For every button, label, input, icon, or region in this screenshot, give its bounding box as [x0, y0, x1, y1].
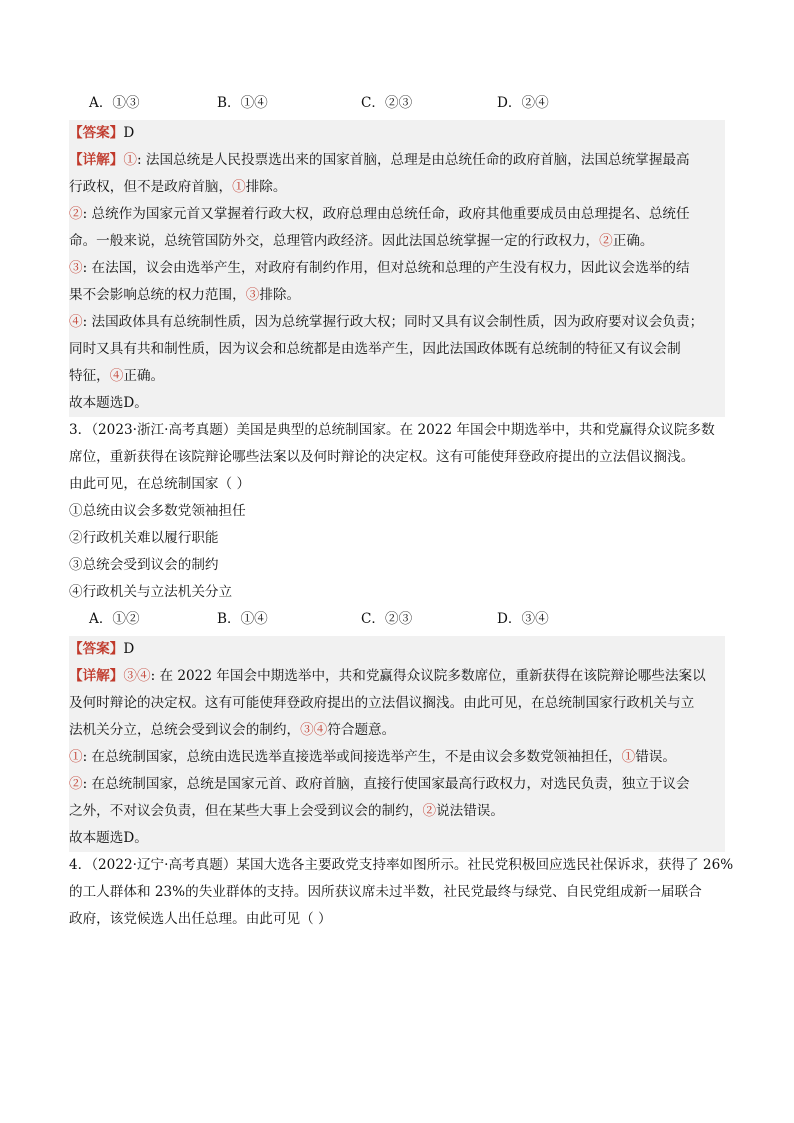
q3-detail-1-line-3	[69, 717, 725, 744]
q3-conclusion: 故本题选D。	[69, 830, 148, 846]
q2-conclusion: 故本题选D。	[69, 395, 148, 411]
q2-detail-1-line-2	[69, 174, 725, 201]
q3-item-2: ②行政机关难以履行职能	[69, 530, 219, 546]
detail-text: 正确。	[123, 368, 165, 384]
q2-answer-block	[69, 120, 725, 417]
answer-tag: 【答案】	[69, 641, 124, 657]
q3-option-b: B．①④	[217, 611, 268, 627]
circled-marker: ②	[422, 803, 437, 819]
q4-stem-line-1: 4．（2022·辽宁·高考真题）某国大选各主要政党支持率如图所示。社民党积极回应选民社保诉求，获得了 26%	[69, 857, 734, 873]
q2-detail-2-line-1	[69, 201, 725, 228]
circled-marker: ①	[69, 749, 83, 765]
circled-marker: ③④	[123, 668, 151, 684]
detail-text: : 在总统制国家，总统是国家元首、政府首脑，直接行使国家最高行政权力，对选民负责，独立于议会	[82, 776, 690, 792]
detail-text: : 总统作为国家元首又掌握着行政大权，政府总理由总统任命，政府其他重要成员由总理提名、总统任	[82, 206, 690, 222]
q3-stem-line-2: 席位，重新获得在该院辩论哪些法案以及何时辩论的决定权。这有可能使拜登政府提出的立法倡议搁浅。	[69, 449, 695, 465]
detail-text: 错误。	[635, 749, 677, 765]
q3-item-1: ①总统由议会多数党领袖担任	[69, 503, 246, 519]
answer-tag: 【答案】	[69, 125, 124, 141]
detail-tag: 【详解】	[69, 152, 124, 168]
detail-text: : 在法国，议会由选举产生，对政府有制约作用，但对总统和总理的产生没有权力，因此议会选举的结	[82, 260, 690, 276]
q3-answer-block	[69, 636, 725, 852]
q3-detail-3-line-1	[69, 771, 725, 798]
detail-text: 命。一般来说，总统管国防外交，总理管内政经济。因此法国总统掌握一定的行政权力，	[69, 233, 600, 249]
detail-text: 正确。	[612, 233, 654, 249]
detail-text: : 法国政体具有总统制性质，因为总统掌握行政大权；同时又具有议会制性质，因为政府要对议会负责；	[82, 314, 704, 330]
q3-detail-2-line-1	[69, 744, 725, 771]
answer-value: D	[123, 125, 135, 141]
detail-text: 法机关分立，总统会受到议会的制约，	[69, 722, 301, 738]
q2-option-b: B．①④	[217, 95, 268, 111]
detail-text: 行政权，但不是政府首脑，	[69, 179, 233, 195]
q3-detail-3-line-2	[69, 798, 725, 825]
detail-text: 符合题意。	[327, 722, 396, 738]
q2-detail-1-line-1	[69, 147, 725, 174]
circled-marker: ②	[69, 206, 83, 222]
answer-value: D	[123, 641, 135, 657]
q2-answer	[69, 120, 725, 147]
q3-option-d: D．③④	[497, 611, 549, 627]
circled-marker: ④	[109, 368, 124, 384]
document-content	[69, 90, 734, 933]
detail-text: : 在总统制国家，总统由选民选举直接选举或间接选举产生，不是由议会多数党领袖担任，	[82, 749, 622, 765]
q2-detail-3-line-2	[69, 282, 725, 309]
circled-marker: ③④	[300, 722, 328, 738]
q3-detail-1-line-1	[69, 663, 725, 690]
q3-item-4: ④行政机关与立法机关分立	[69, 584, 233, 600]
detail-tag: 【详解】	[69, 668, 124, 684]
circled-marker: ②	[599, 233, 613, 249]
detail-text: 之外，不对议会负责，但在某些大事上会受到议会的制约，	[69, 803, 423, 819]
q3-stem-line-1: 3．（2023·浙江·高考真题）美国是典型的总统制国家。在 2022 年国会中期选举中，共和党赢得众议院多数	[69, 422, 715, 438]
circled-marker: ③	[245, 287, 260, 303]
q3-option-c: C．②③	[361, 611, 413, 627]
q2-option-a: A．①③	[89, 95, 140, 111]
q3-stem-line-3: 由此可见，在总统制国家（ ）	[69, 476, 251, 492]
detail-text: 特征，	[69, 368, 110, 384]
detail-text: : 法国总统是人民投票选出来的国家首脑，总理是由总统任命的政府首脑，法国总统掌握最高	[136, 152, 690, 168]
q2-option-c: C．②③	[361, 95, 413, 111]
q3-item-3: ③总统会受到议会的制约	[69, 557, 219, 573]
detail-text: 说法错误。	[436, 803, 504, 819]
q3-detail-1-line-2: 及何时辩论的决定权。这有可能使拜登政府提出的立法倡议搁浅。由此可见，在总统制国家行政机关与立	[69, 695, 695, 711]
q2-detail-4-line-2	[69, 336, 725, 363]
circled-marker: ④	[69, 314, 83, 330]
q4-stem-line-2: 的工人群体和 23%的失业群体的支持。因所获议席未过半数，社民党最终与绿党、自民党组成新一届联合	[69, 884, 702, 900]
circled-marker: ①	[621, 749, 636, 765]
detail-text: : 在 2022 年国会中期选举中，共和党赢得众议院多数席位，重新获得在该院辩论哪些法案以	[150, 668, 706, 684]
q2-detail-4-line-1	[69, 309, 725, 336]
detail-text: 排除。	[259, 287, 301, 303]
circled-marker: ③	[69, 260, 83, 276]
detail-text: 果不会影响总统的权力范围，	[69, 287, 246, 303]
circled-marker: ①	[123, 152, 137, 168]
q3-options	[69, 606, 725, 633]
circled-marker: ①	[232, 179, 246, 195]
detail-text: 同时又具有共和制性质，因为议会和总统都是由选举产生，因此法国政体既有总统制的特征又有议会制	[69, 341, 681, 357]
q2-option-d: D．②④	[497, 95, 549, 111]
q3-option-a: A．①②	[89, 611, 140, 627]
q4-stem-line-3: 政府，该党候选人出任总理。由此可见（ ）	[69, 911, 332, 927]
q2-options	[69, 90, 725, 117]
q2-detail-2-line-2	[69, 228, 725, 255]
q3-answer	[69, 636, 725, 663]
circled-marker: ②	[69, 776, 83, 792]
q2-detail-3-line-1	[69, 255, 725, 282]
detail-text: 排除。	[245, 179, 287, 195]
q2-detail-4-line-3	[69, 363, 725, 390]
